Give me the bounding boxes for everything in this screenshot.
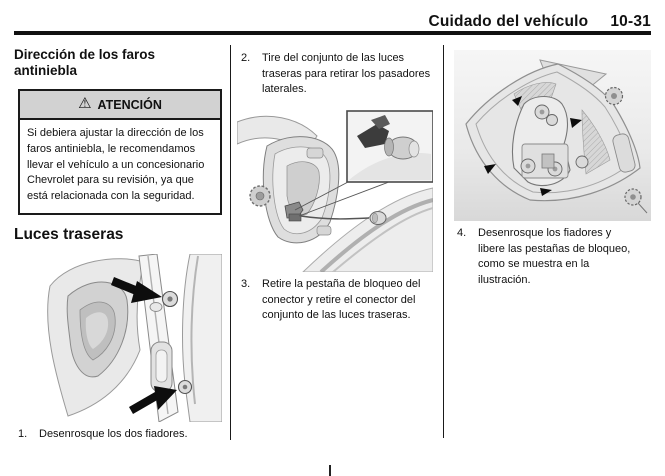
step-3-text: Retire la pestaña de bloqueo del conector y retire el conector del conjunto de las luces traseras. (262, 278, 421, 321)
caution-box-header (20, 91, 220, 120)
column-divider-right (443, 45, 444, 438)
column-divider-left (230, 45, 231, 440)
header-title: Cuidado del vehículo (428, 13, 589, 30)
step-1-text: Desenrosque los dos fiadores. (39, 428, 188, 440)
step-2-text: Tire del conjunto de las luces traseras para retirar los pasadores laterales. (262, 52, 431, 95)
warning-triangle-icon: ⚠ (78, 95, 92, 112)
step-3-number: 3. (241, 278, 251, 290)
figure-taillamp-removal (237, 106, 433, 272)
section-title-taillamps: Luces traseras (14, 226, 124, 243)
connector-inset (347, 111, 433, 182)
step-4-number: 4. (457, 227, 467, 239)
section-title-fog-lamp-aiming: Dirección de los faros antiniebla (14, 47, 156, 78)
step-4-text: Desenrosque los fiadores y libere las pestañas de bloqueo, como se muestra en la ilustración. (478, 227, 631, 286)
caution-box-title: ATENCIÓN (97, 97, 162, 112)
step-2 (241, 51, 433, 98)
figure-taillamp-rear-view (454, 50, 651, 221)
step-3 (241, 277, 433, 324)
caution-box (18, 89, 222, 215)
page-header (14, 13, 651, 31)
header-page-number: 10-31 (610, 13, 651, 30)
page-bottom-mark (329, 465, 331, 476)
step-1-number: 1. (18, 428, 28, 440)
step-1 (18, 427, 222, 443)
header-rule (14, 31, 651, 35)
caution-box-body: Si debiera ajustar la dirección de los faros antiniebla, le recomendamos llevar el vehículo a un concesionario Chevrolet para su revisión, ya que está relacionada con la seguridad. (27, 127, 205, 203)
figure-taillamp-fasteners (38, 254, 222, 422)
step-2-number: 2. (241, 52, 251, 64)
step-4 (457, 226, 639, 288)
